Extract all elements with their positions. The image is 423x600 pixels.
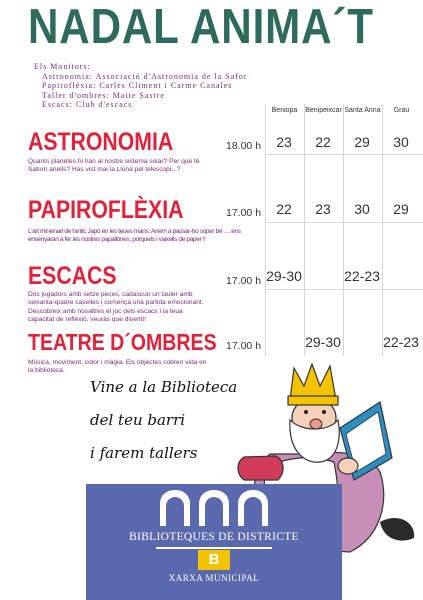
date-cell: 30 [393, 134, 409, 150]
column-header-benipeixcar: Benipeixcar [305, 107, 342, 114]
date-cell: 23 [315, 201, 331, 217]
date-cell: 29 [354, 134, 370, 150]
activity-description: Dos jugadors amb setze peces, cadascun un tauler amb seixanta-quatre caselles i comença una partida emocionant. Descobreix amb nosaltres el joc dels escacs i la teua capacitat de reflexió, veuràs que divertit! [28, 291, 204, 324]
activity-description: L'art mil·lenari de l'antic Japó en les teues mans. Anem a passar-ho súper bé ….ens ensenyaran a fer les nostres papallones, porquets i vaixells de paper !! [28, 228, 241, 244]
date-cell: 22-23 [344, 268, 380, 284]
poster-title: NADAL ANIMA´T [28, 0, 374, 54]
activity-time: 17.00 h [226, 275, 262, 287]
date-cell: 29-30 [266, 268, 302, 284]
monitor-line: Astronomia: Associació d'Astronomia de la Safor [42, 71, 248, 81]
column-header-santa-anna: Santa Anna [344, 107, 381, 114]
monitors-heading: Els Monitors: [34, 62, 91, 71]
date-cell: 29 [393, 201, 409, 217]
grid-line [265, 154, 423, 155]
activity-title-teatre-ombres: TEATRE D´OMBRES [28, 329, 217, 355]
column-header-beniopa: Beniopa [271, 107, 298, 114]
column-header-grau: Grau [393, 107, 410, 114]
banner-title: BIBLIOTEQUES DE DISTRICTE [129, 531, 299, 543]
invite-line: del teu barri [90, 411, 186, 429]
grid-line [265, 289, 423, 290]
library-banner [86, 484, 342, 600]
logo-letter: B [208, 551, 220, 568]
activity-description: Quants planetes hi han al nostre sistema solar? Per què té Saturn anells? Has vist mai la Lluna pel telescopi...? [28, 158, 200, 174]
date-cell: 30 [354, 201, 370, 217]
invite-line: i farem tallers [90, 444, 198, 462]
date-cell: 23 [276, 134, 292, 150]
grid-line [265, 222, 423, 223]
date-cell: 29-30 [305, 334, 341, 350]
activity-time: 17.00 h [226, 207, 262, 219]
activity-description: Música, moviment, color i màgia. Els objectes cobren vida en la biblioteca. [28, 359, 207, 375]
activity-time: 17.00 h [226, 340, 262, 352]
activity-title-papiroflexia: PAPIROFLÈXIA [28, 196, 184, 224]
invite-line: Vine a la Biblioteca [90, 378, 238, 396]
activity-time: 18.00 h [226, 140, 262, 152]
monitor-line: Papiroflèxia: Carles Climent i Carme Canales [42, 81, 233, 91]
activity-title-astronomia: ASTRONOMIA [28, 128, 174, 156]
banner-subtitle: XARXA MUNICIPAL [168, 573, 260, 583]
date-cell: 22-23 [383, 334, 419, 350]
activity-title-escacs: ESCACS [28, 262, 117, 290]
date-cell: 22 [276, 201, 292, 217]
monitors-block [34, 62, 248, 110]
monitor-line: Escacs: Club d'escacs [42, 100, 133, 110]
monitor-line: Taller d'ombres: Maite Sastre [42, 90, 165, 100]
date-cell: 22 [315, 134, 331, 150]
